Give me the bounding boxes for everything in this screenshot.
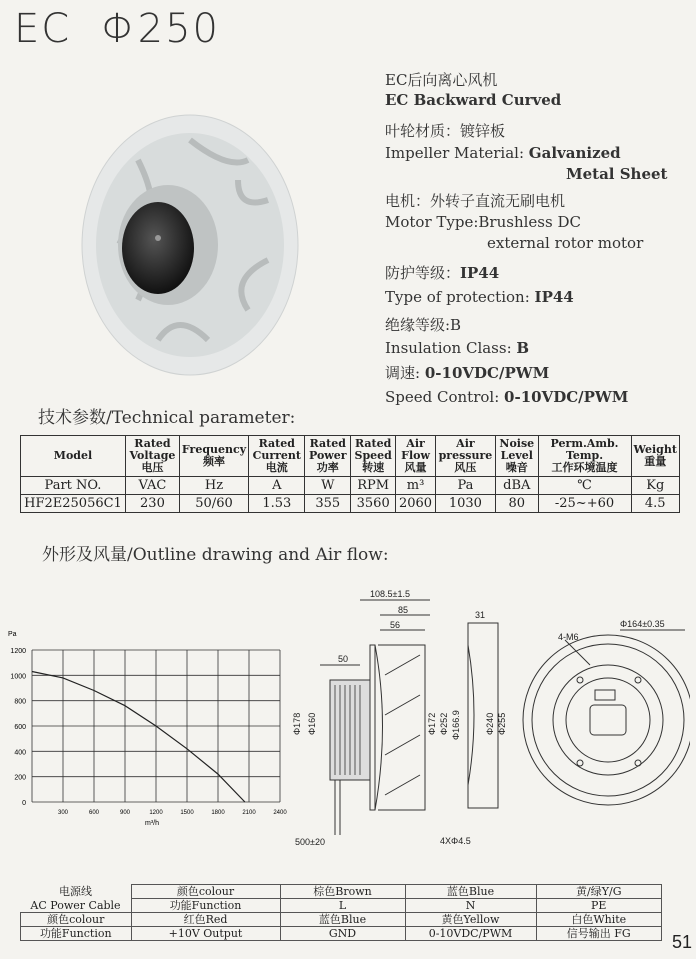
th-speed: Rated Speed 转速 [351,436,396,477]
x-tick-label: 300 [57,810,69,816]
table-cell: 红色Red [131,913,280,927]
dim-holes: 4XΦ4.5 [440,836,471,846]
table-cell: Kg [631,477,679,495]
motor-en-2: external rotor motor [487,234,644,252]
power-label-en: AC Power Cable [30,898,121,912]
outline-heading: 外形及风量/Outline drawing and Air flow: [42,545,389,565]
table-cell: 棕色Brown [280,885,405,899]
y-tick-label: 600 [14,724,26,731]
x-tick-label: 1500 [180,810,194,816]
table-cell: -25~+60 [538,495,631,513]
dim-screws: 4-M6 [558,632,579,642]
table-cell: 白色White [536,913,662,927]
outline-drawing [290,585,690,850]
insulation-cn: 绝缘等级:B [385,316,462,334]
airflow-chart [0,620,300,835]
table-cell: 颜色colour [21,913,132,927]
dim-108: 108.5±1.5 [370,589,410,599]
table-cell: 0-10VDC/PWM [405,927,536,941]
table-cell: 355 [305,495,351,513]
table-cell: 黄/绿Y/G [536,885,662,899]
table-cell: 1030 [435,495,495,513]
y-axis-label: Pa [8,631,17,638]
x-tick-label: 600 [88,810,100,816]
dim-240: Φ240 [485,712,495,735]
table-row [21,913,662,927]
th-frequency: Frequency 频率 [179,436,248,477]
y-tick-label: 1000 [10,673,26,681]
table-cell: A [249,477,305,495]
fan-type-en: EC Backward Curved [385,91,562,109]
dim-255: Φ255 [497,712,507,735]
dim-cable: 500±20 [295,837,325,847]
table-cell: m³ [396,477,435,495]
table-cell: W [305,477,351,495]
table-row [21,927,662,941]
y-tick-label: 200 [14,774,26,782]
table-cell: Hz [179,477,248,495]
table-cell: L [280,899,405,913]
airflow-curve [32,672,245,803]
protection-en: Type of protection: IP44 [385,288,574,306]
y-axis-ticks [10,648,26,807]
table-cell: 蓝色Blue [280,913,405,927]
impeller-en: Impeller Material: Galvanized [385,144,621,162]
technical-heading: 技术参数/Technical parameter: [38,408,296,428]
table-cell: 功能Function [131,899,280,913]
dim-31: 31 [475,610,486,620]
protection-cn: 防护等级：IP44 [385,264,500,282]
th-power: Rated Power 功率 [305,436,351,477]
x-tick-label: 2100 [242,810,256,816]
speed-cn: 调速: 0-10VDC/PWM [385,364,550,382]
table-cell: Pa [435,477,495,495]
dim-252: Φ252 [439,712,449,735]
dim-56: 56 [390,620,401,630]
table-cell: 1.53 [249,495,305,513]
table-cell: GND [280,927,405,941]
dim-160: Φ160 [307,712,317,735]
table-cell: HF2E25056C1 [21,495,126,513]
y-tick-label: 400 [14,749,26,757]
motor-cn: 电机：外转子直流无刷电机 [385,192,566,210]
speed-en: Speed Control: 0-10VDC/PWM [385,388,629,406]
th-noise: Noise Level 噪音 [496,436,538,477]
page-title: EC Φ250 [14,6,220,52]
table-cell: 颜色colour [131,885,280,899]
impeller-cn: 叶轮材质：镀锌板 [385,122,506,140]
impeller-en-2: Metal Sheet [566,165,668,183]
table-cell: Part NO. [21,477,126,495]
table-cell: PE [536,899,662,913]
x-tick-label: 1200 [149,810,163,816]
technical-table [20,435,680,513]
table-cell: VAC [126,477,180,495]
th-airflow: Air Flow 风量 [396,436,435,477]
table-header-row [21,436,680,477]
dim-85: 85 [398,605,409,615]
y-tick-label: 0 [22,800,26,807]
th-current: Rated Current 电流 [249,436,305,477]
table-cell: 3560 [351,495,396,513]
th-temp: Perm.Amb. Temp. 工作环境温度 [538,436,631,477]
power-label-cn: 电源线 [59,885,92,898]
x-tick-label: 2400 [273,810,287,816]
table-cell: dBA [496,477,538,495]
y-tick-label: 1200 [10,648,26,655]
table-row [21,885,662,899]
table-cell: 黄色Yellow [405,913,536,927]
page-number: 51 [672,932,693,952]
table-cell: 信号输出 FG [536,927,662,941]
table-cell: 230 [126,495,180,513]
table-cell: 蓝色Blue [405,885,536,899]
x-axis-label: m³/h [145,820,159,827]
table-units-row [21,477,680,495]
table-cell: 2060 [396,495,435,513]
x-tick-label: 1800 [211,810,225,816]
fan-type-cn: EC后向离心风机 [385,71,498,89]
dim-178: Φ178 [292,712,302,735]
table-row [21,899,662,913]
table-cell: 4.5 [631,495,679,513]
table-row [21,495,680,513]
power-cable-table [20,884,662,941]
table-cell: RPM [351,477,396,495]
x-axis-ticks [58,810,287,816]
insulation-en: Insulation Class: B [385,339,530,357]
th-pressure: Air pressure 风压 [435,436,495,477]
table-cell: 80 [496,495,538,513]
th-model: Model [21,436,126,477]
table-cell: N [405,899,536,913]
dim-172: Φ172 [427,712,437,735]
y-tick-label: 800 [14,698,26,706]
dim-1669: Φ166.9 [451,710,461,740]
th-weight: Weight 重量 [631,436,679,477]
fan-image [78,110,303,380]
dim-pcd: Φ164±0.35 [620,619,665,629]
table-cell: +10V Output [131,927,280,941]
x-tick-label: 900 [119,810,131,816]
th-voltage: Rated Voltage 电压 [126,436,180,477]
motor-en: Motor Type:Brushless DC [385,213,581,231]
table-cell: ℃ [538,477,631,495]
table-cell: 50/60 [179,495,248,513]
table-cell: 功能Function [21,927,132,941]
dim-50: 50 [338,654,349,664]
